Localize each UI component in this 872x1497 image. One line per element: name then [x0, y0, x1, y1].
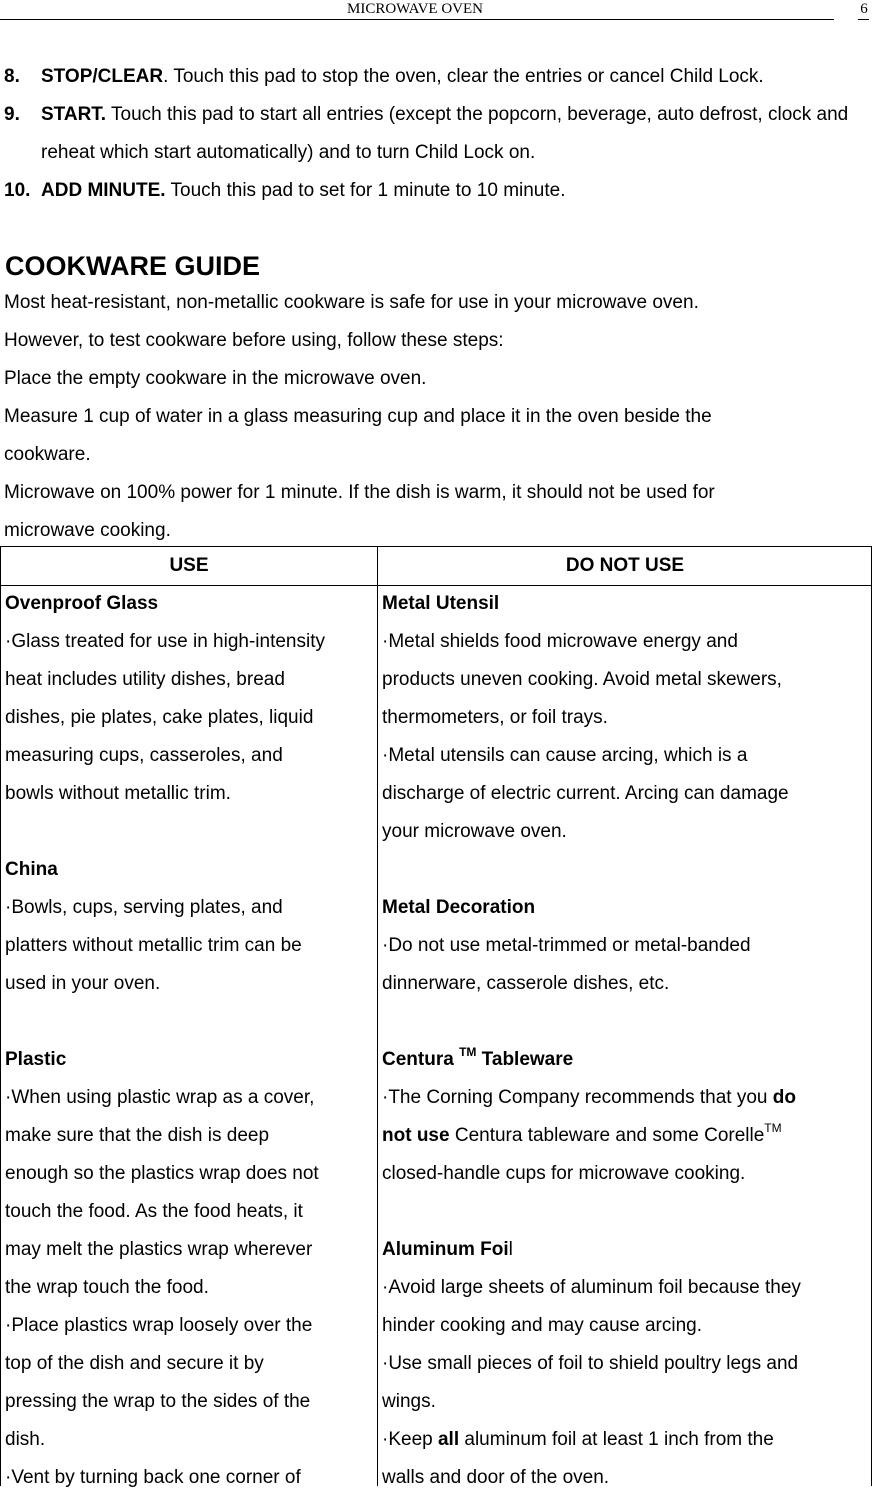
item-number: 10. [4, 180, 31, 201]
text-line: walls and door of the oven. [382, 1467, 610, 1488]
text-part: ·The Corning Company recommends that you [382, 1087, 773, 1108]
text-line: touch the food. As the food heats, it [5, 1201, 303, 1222]
text-line: products uneven cooking. Avoid metal skewers, [382, 669, 782, 690]
text-line: ·Vent by turning back one corner of [5, 1467, 301, 1488]
text-line: enough so the plastics wrap does not [5, 1163, 319, 1184]
text-line: ·When using plastic wrap as a cover, [5, 1087, 315, 1108]
text-line: ·Avoid large sheets of aluminum foil because they [382, 1277, 801, 1298]
text-line: your microwave oven. [382, 821, 567, 842]
text-line [382, 1117, 872, 1155]
list-item-start [4, 96, 870, 172]
heading-part: l [508, 1239, 513, 1260]
text-line: pressing the wrap to the sides of the [5, 1391, 311, 1412]
text-line: discharge of electric current. Arcing can damage [382, 783, 789, 804]
text-line: bowls without metallic trim. [5, 783, 231, 804]
text-line: thermometers, or foil trays. [382, 707, 608, 728]
text-line: dish. [5, 1429, 46, 1450]
text-line [382, 1421, 872, 1459]
intro-line: Place the empty cookware in the microwave oven. [4, 368, 427, 389]
text-line: ·Metal shields food microwave energy and [382, 631, 738, 652]
emphasis: do [772, 1087, 796, 1108]
text-line: hinder cooking and may cause arcing. [382, 1315, 703, 1336]
text-line: measuring cups, casseroles, and [5, 745, 283, 766]
category-heading [382, 1041, 872, 1079]
section-heading: COOKWARE GUIDE [5, 251, 261, 281]
text-line: top of the dish and secure it by [5, 1353, 264, 1374]
text-line: heat includes utility dishes, bread [5, 669, 285, 690]
column-divider [377, 547, 378, 1486]
text-line: ·Bowls, cups, serving plates, and [5, 897, 283, 918]
item-label: START. [41, 104, 107, 125]
text-line: ·Metal utensils can cause arcing, which is a [382, 745, 748, 766]
text-line: the wrap touch the food. [5, 1277, 209, 1298]
column-header-do-not-use: DO NOT USE [565, 555, 685, 576]
text-line: used in your oven. [5, 973, 161, 994]
spacer [382, 1193, 872, 1231]
spacer [382, 1003, 872, 1041]
text-line: ·Use small pieces of foil to shield poultry legs and [382, 1353, 799, 1374]
intro-line: cookware. [4, 444, 91, 465]
category-heading [382, 1231, 872, 1269]
item-label: ADD MINUTE. [41, 180, 166, 201]
intro-paragraph [4, 284, 864, 550]
text-line: dishes, pie plates, cake plates, liquid [5, 707, 314, 728]
intro-line: Microwave on 100% power for 1 minute. If the dish is warm, it should not be used for [4, 482, 715, 503]
page-number-rule [858, 19, 869, 20]
trademark-mark: TM [459, 1045, 477, 1059]
item-label: STOP/CLEAR [41, 66, 164, 87]
text-line: make sure that the dish is deep [5, 1125, 270, 1146]
category-heading: China [5, 859, 58, 880]
item-number: 8. [4, 66, 20, 87]
category-heading: Metal Decoration [382, 897, 536, 918]
trademark-mark: TM [764, 1121, 782, 1135]
text-line: closed-handle cups for microwave cooking. [382, 1163, 746, 1184]
header-title: MICROWAVE OVEN [347, 1, 483, 17]
spacer [382, 851, 872, 889]
intro-line: However, to test cookware before using, follow these steps: [4, 330, 504, 351]
text-line: platters without metallic trim can be [5, 935, 302, 956]
heading-part: Tableware [476, 1049, 574, 1070]
text-line: ·Place plastics wrap loosely over the [5, 1315, 313, 1336]
item-text: Touch this pad to set for 1 minute to 10 minute. [165, 180, 566, 201]
item-text: . Touch this pad to stop the oven, clear the entries or cancel Child Lock. [163, 66, 764, 87]
text-part: aluminum foil at least 1 inch from the [459, 1429, 774, 1450]
text-part: ·Keep [382, 1429, 438, 1450]
category-heading: Ovenproof Glass [5, 593, 159, 614]
intro-line: Measure 1 cup of water in a glass measuring cup and place it in the oven beside the [4, 406, 712, 427]
header-rule [0, 19, 834, 20]
intro-line: microwave cooking. [4, 520, 171, 541]
heading-part: Centura [382, 1049, 460, 1070]
numbered-list [4, 58, 870, 210]
list-item-add-minute [4, 172, 870, 210]
text-line: dinnerware, casserole dishes, etc. [382, 973, 670, 994]
cookware-table [0, 546, 872, 1486]
intro-line: Most heat-resistant, non-metallic cookware is safe for use in your microwave oven. [4, 292, 699, 313]
do-not-use-column [382, 585, 872, 1497]
heading-part: Aluminum Foi [382, 1239, 509, 1260]
use-column [5, 585, 377, 1497]
list-item-stop-clear [4, 58, 870, 96]
text-line: wings. [382, 1391, 436, 1412]
text-part: Centura tableware and some Corelle [449, 1125, 765, 1146]
emphasis: all [437, 1429, 460, 1450]
category-heading: Plastic [5, 1049, 67, 1070]
item-text: Touch this pad to start all entries (except the popcorn, beverage, auto defrost, clock and reheat which start automatically) and to turn Child Lock on. [41, 104, 849, 163]
page-number: 6 [860, 1, 868, 17]
text-line [382, 1079, 872, 1117]
spacer [5, 813, 377, 851]
spacer [5, 1003, 377, 1041]
item-number: 9. [4, 104, 20, 125]
text-line: ·Glass treated for use in high-intensity [5, 631, 325, 652]
emphasis: not use [382, 1125, 450, 1146]
text-line: may melt the plastics wrap wherever [5, 1239, 313, 1260]
column-header-use: USE [169, 555, 209, 576]
text-line: ·Do not use metal-trimmed or metal-banded [382, 935, 751, 956]
category-heading: Metal Utensil [382, 593, 500, 614]
